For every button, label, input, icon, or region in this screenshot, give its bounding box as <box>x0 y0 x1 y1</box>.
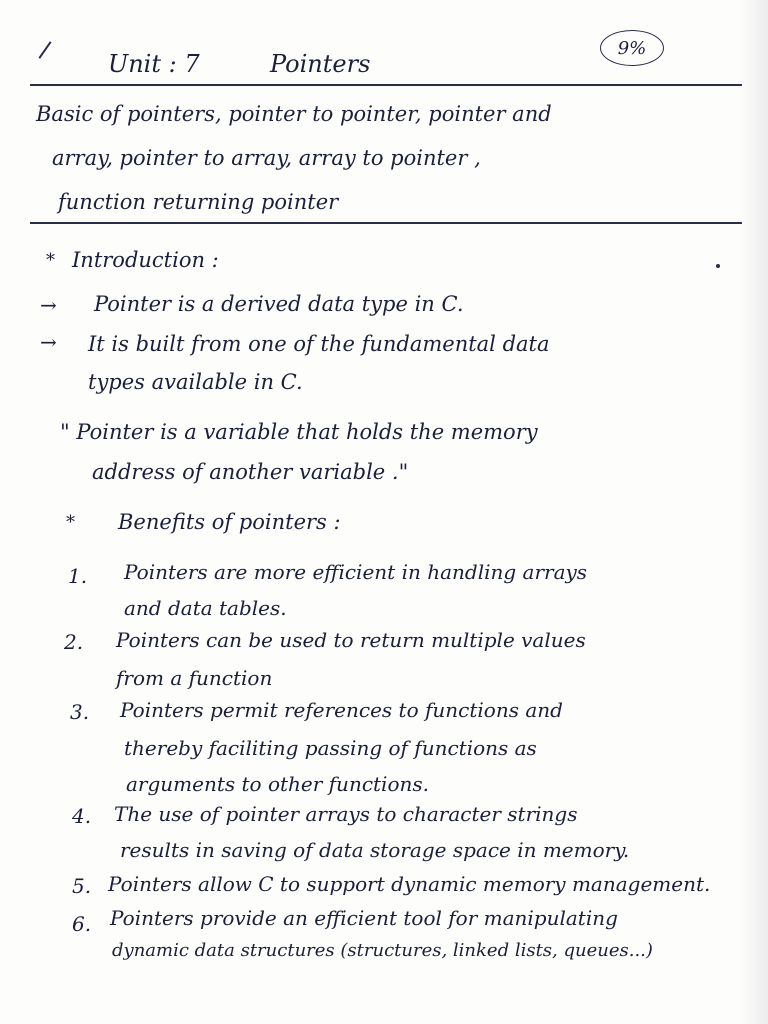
benefit-2-line-1: Pointers can be used to return multiple values <box>116 628 586 652</box>
intro-heading: Introduction : <box>72 248 219 272</box>
syllabus-line-3: function returning pointer <box>58 190 339 214</box>
definition-line-1: " Pointer is a variable that holds the memory <box>60 420 538 444</box>
weight-text: 9% <box>617 37 647 59</box>
benefit-3-line-1: Pointers permit references to functions and <box>120 698 563 722</box>
unit-label: Unit : 7 <box>108 50 200 78</box>
arrow-icon: → <box>40 293 57 317</box>
weight-badge <box>600 30 664 66</box>
intro-point-3: types available in C. <box>88 370 303 394</box>
benefit-4-line-1: The use of pointer arrays to character strings <box>114 802 578 826</box>
benefit-number: 6. <box>72 912 92 936</box>
intro-point-1: Pointer is a derived data type in C. <box>94 292 464 316</box>
benefit-2-line-2: from a function <box>116 666 273 690</box>
page-title: Pointers <box>270 50 371 78</box>
bullet-star: * <box>66 512 75 533</box>
benefit-5-line-1: Pointers allow C to support dynamic memory management. <box>108 872 711 896</box>
benefit-4-line-2: results in saving of data storage space in memory. <box>120 838 630 862</box>
benefit-number: 3. <box>70 700 90 724</box>
bullet-star: * <box>46 250 55 271</box>
benefit-number: 1. <box>68 564 88 588</box>
benefit-number: 4. <box>72 804 92 828</box>
header-rule <box>30 84 742 86</box>
benefit-number: 2. <box>64 630 84 654</box>
syllabus-line-1: Basic of pointers, pointer to pointer, pointer and <box>36 102 552 126</box>
stray-dot <box>716 264 720 268</box>
tick-mark <box>38 41 51 59</box>
benefit-3-line-3: arguments to other functions. <box>126 772 429 796</box>
syllabus-line-2: array, pointer to array, array to pointer , <box>52 146 481 170</box>
benefit-6-line-1: Pointers provide an efficient tool for manipulating <box>110 906 618 930</box>
definition-line-2: address of another variable ." <box>92 460 409 484</box>
benefit-1-line-1: Pointers are more efficient in handling arrays <box>124 560 588 584</box>
benefit-6-line-2: dynamic data structures (structures, linked lists, queues...) <box>112 940 653 961</box>
arrow-icon: → <box>40 330 57 354</box>
benefit-3-line-2: thereby faciliting passing of functions as <box>124 736 537 760</box>
benefit-1-line-2: and data tables. <box>124 596 287 620</box>
benefits-heading: Benefits of pointers : <box>118 510 341 534</box>
benefit-number: 5. <box>72 874 92 898</box>
syllabus-rule <box>30 222 742 224</box>
intro-point-2: It is built from one of the fundamental data <box>88 332 550 356</box>
page-edge-shadow <box>740 0 768 1024</box>
